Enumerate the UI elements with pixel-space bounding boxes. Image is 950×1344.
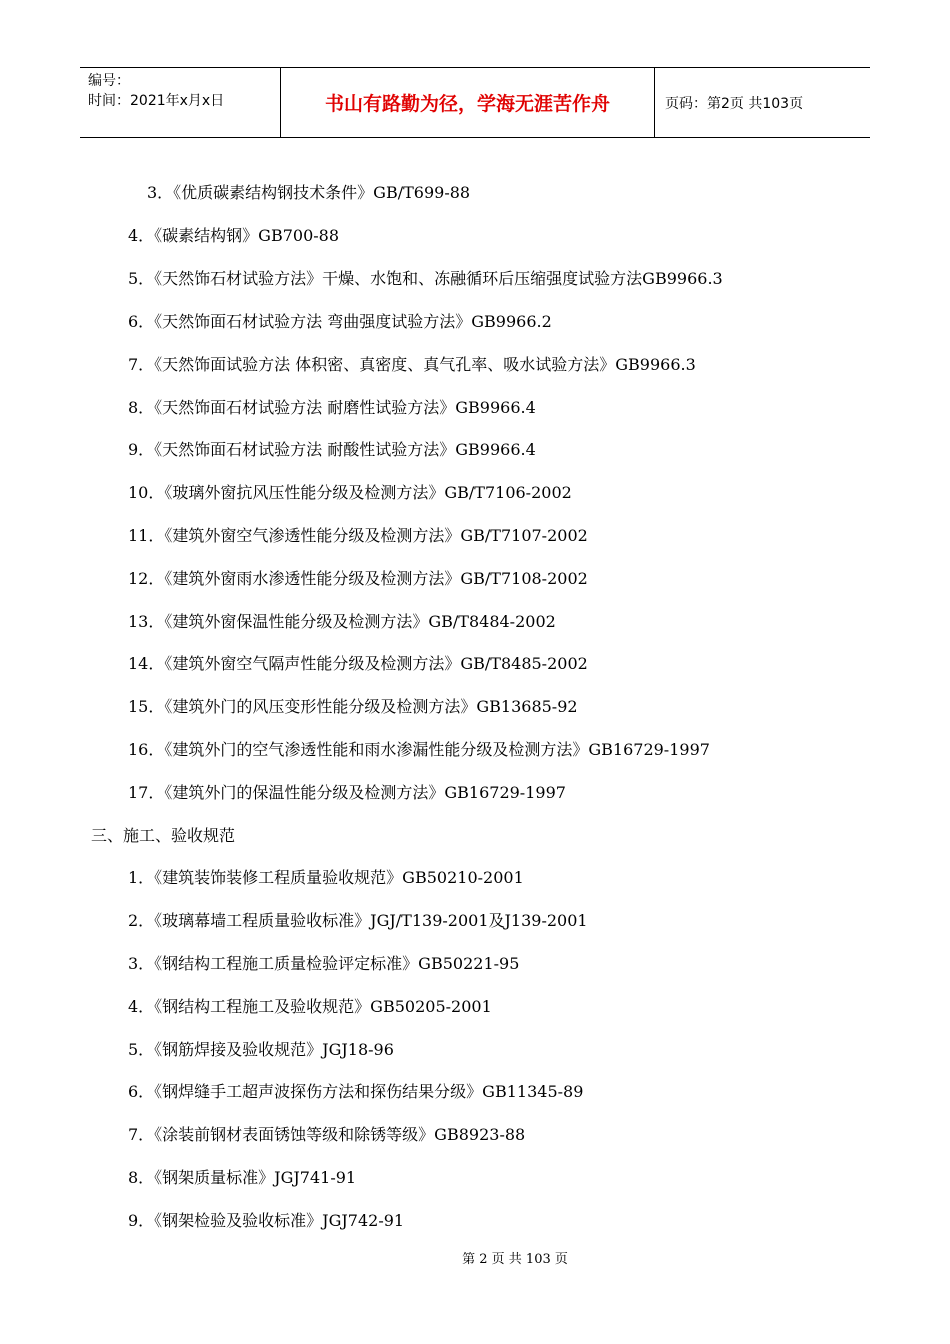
list-item: 6．《天然饰面石材试验方法 弯曲强度试验方法》GB9966.2 [128,312,552,331]
document-number-label: 编号： [88,73,130,89]
list-item: 4．《碳素结构钢》GB700-88 [128,226,340,245]
list-item: 3．《钢结构工程施工质量检验评定标准》GB50221-95 [128,954,520,973]
list-item: 9．《钢架检验及验收标准》JGJ742-91 [128,1211,405,1230]
header-page-number: 页码：第2页 共103页 [665,95,804,112]
list-item: 4．《钢结构工程施工及验收规范》GB50205-2001 [128,997,492,1016]
list-item: 12．《建筑外窗雨水渗透性能分级及检测方法》GB/T7108-2002 [128,569,588,588]
list-item: 9．《天然饰面石材试验方法 耐酸性试验方法》GB9966.4 [128,440,536,459]
header-page-cell [655,68,870,137]
list-item: 8．《钢架质量标准》JGJ741-91 [128,1168,357,1187]
header-meta [80,68,281,137]
list-item: 5．《钢筋焊接及验收规范》JGJ18-96 [128,1040,394,1059]
header-motto: 书山有路勤为径，学海无涯苦作舟 [324,93,610,115]
document-date: 时间：2021年x月x日 [88,93,225,109]
list-item: 5．《天然饰石材试验方法》干燥、水饱和、冻融循环后压缩强度试验方法GB9966.3 [128,269,723,288]
list-item: 3．《优质碳素结构钢技术条件》GB/T699-88 [147,183,471,202]
list-item: 1．《建筑装饰装修工程质量验收规范》GB50210-2001 [128,868,524,887]
list-item: 7．《天然饰面试验方法 体积密、真密度、真气孔率、吸水试验方法》GB9966.3 [128,355,696,374]
list-item: 14．《建筑外窗空气隔声性能分级及检测方法》GB/T8485-2002 [128,654,588,673]
list-item: 6．《钢焊缝手工超声波探伤方法和探伤结果分级》GB11345-89 [128,1082,584,1101]
header-motto-cell [281,68,655,137]
page-header [80,67,870,138]
list-item: 2．《玻璃幕墙工程质量验收标准》JGJ/T139-2001及J139-2001 [128,911,588,930]
list-item: 15．《建筑外门的风压变形性能分级及检测方法》GB13685-92 [128,697,578,716]
section-heading: 三、施工、验收规范 [91,826,236,845]
page-footer: 第 2 页 共 103 页 [462,1252,568,1267]
list-item: 11．《建筑外窗空气渗透性能分级及检测方法》GB/T7107-2002 [128,526,588,545]
list-item: 17．《建筑外门的保温性能分级及检测方法》GB16729-1997 [128,783,566,802]
list-item: 10．《玻璃外窗抗风压性能分级及检测方法》GB/T7106-2002 [128,483,572,502]
list-item: 13．《建筑外窗保温性能分级及检测方法》GB/T8484-2002 [128,612,556,631]
list-item: 8．《天然饰面石材试验方法 耐磨性试验方法》GB9966.4 [128,398,536,417]
list-item: 16．《建筑外门的空气渗透性能和雨水渗漏性能分级及检测方法》GB16729-1997 [128,740,710,759]
list-item: 7．《涂装前钢材表面锈蚀等级和除锈等级》GB8923-88 [128,1125,526,1144]
